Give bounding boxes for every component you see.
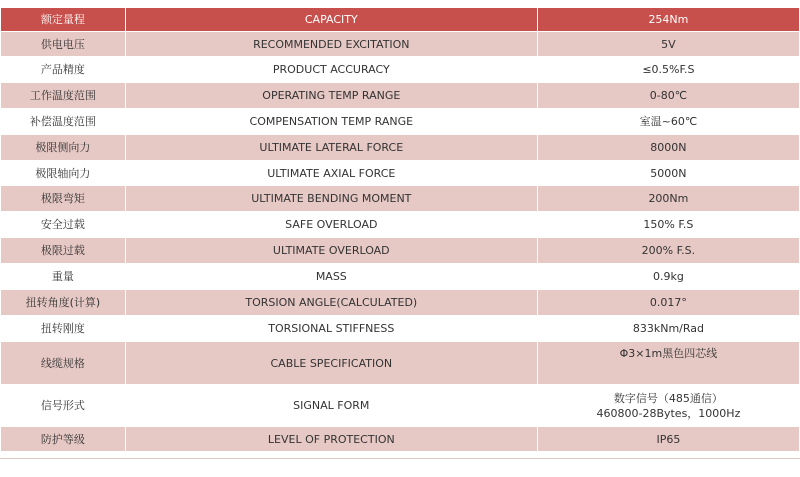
row-cn: 工作温度范围: [1, 83, 126, 109]
table-header-row: [1, 8, 800, 32]
table-row: [1, 161, 800, 186]
header-value: 254Nm: [537, 8, 799, 32]
table-row: [1, 109, 800, 135]
row-cn: 安全过载: [1, 212, 126, 238]
row-en: OPERATING TEMP RANGE: [125, 83, 537, 109]
header-en: CAPACITY: [125, 8, 537, 32]
row-value: 5000N: [537, 161, 799, 186]
row-value: 200% F.S.: [537, 238, 799, 264]
table-row: [1, 290, 800, 316]
table-row: [1, 135, 800, 161]
table-row: [1, 32, 800, 57]
row-cn: 扭转角度(计算): [1, 290, 126, 316]
row-value: 0.017°: [537, 290, 799, 316]
row-en: TORSIONAL STIFFNESS: [125, 316, 537, 342]
signal-form-line-2: 460800-28Bytes，1000Hz: [596, 406, 741, 420]
row-en: SAFE OVERLOAD: [125, 212, 537, 238]
table-row: [1, 83, 800, 109]
row-cn: 防护等级: [1, 427, 126, 452]
bottom-divider: [0, 458, 800, 459]
spec-table: [0, 7, 800, 452]
table-row: [1, 427, 800, 452]
row-cn: 极限过载: [1, 238, 126, 264]
row-cn: 重量: [1, 264, 126, 290]
row-cn: 补偿温度范围: [1, 109, 126, 135]
table-row: [1, 342, 800, 385]
row-cn: 极限轴向力: [1, 161, 126, 186]
row-cn: 扭转刚度: [1, 316, 126, 342]
row-value: 0.9kg: [537, 264, 799, 290]
row-value: 8000N: [537, 135, 799, 161]
row-en: SIGNAL FORM: [125, 385, 537, 427]
table-row: [1, 316, 800, 342]
row-value: 5V: [537, 32, 799, 57]
row-en: ULTIMATE LATERAL FORCE: [125, 135, 537, 161]
row-value: 150% F.S: [537, 212, 799, 238]
row-en: MASS: [125, 264, 537, 290]
row-value: 200Nm: [537, 186, 799, 212]
row-en: PRODUCT ACCURACY: [125, 57, 537, 83]
row-en: LEVEL OF PROTECTION: [125, 427, 537, 452]
row-cn: 线缆规格: [1, 342, 126, 385]
row-en: CABLE SPECIFICATION: [125, 342, 537, 385]
table-row: [1, 264, 800, 290]
row-cn: 极限弯矩: [1, 186, 126, 212]
row-en: COMPENSATION TEMP RANGE: [125, 109, 537, 135]
row-cn: 极限侧向力: [1, 135, 126, 161]
row-en: RECOMMENDED EXCITATION: [125, 32, 537, 57]
row-en: ULTIMATE OVERLOAD: [125, 238, 537, 264]
table-row: [1, 238, 800, 264]
row-value: 0-80℃: [537, 83, 799, 109]
table-row: [1, 212, 800, 238]
header-cn: 额定量程: [1, 8, 126, 32]
signal-form-line-1: 数字信号（485通信）: [613, 391, 723, 405]
table-row: [1, 186, 800, 212]
row-value: ≤0.5%F.S: [537, 57, 799, 83]
row-cn: 产品精度: [1, 57, 126, 83]
row-en: ULTIMATE AXIAL FORCE: [125, 161, 537, 186]
row-en: TORSION ANGLE(CALCULATED): [125, 290, 537, 316]
row-value: Φ3×1m黑色四芯线: [537, 342, 799, 385]
table-row: [1, 57, 800, 83]
row-value: 室温~60℃: [537, 109, 799, 135]
row-value: 833kNm/Rad: [537, 316, 799, 342]
table-row: [1, 385, 800, 427]
row-cn: 供电电压: [1, 32, 126, 57]
row-value: IP65: [537, 427, 799, 452]
row-en: ULTIMATE BENDING MOMENT: [125, 186, 537, 212]
row-cn: 信号形式: [1, 385, 126, 427]
row-value: [537, 385, 799, 427]
